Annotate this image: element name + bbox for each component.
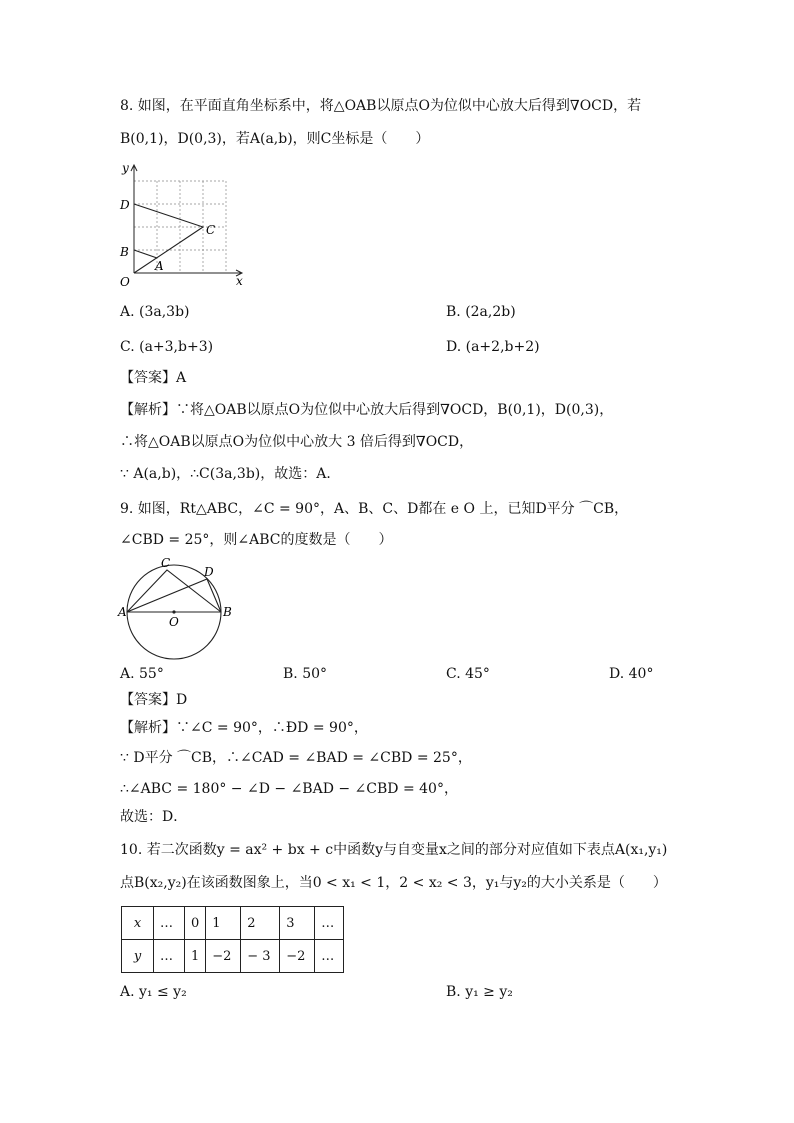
q8-label-c: C bbox=[206, 223, 216, 237]
table-cell: 1 bbox=[185, 940, 206, 973]
q8-analysis-3: ∵ A(a,b)，∴C(3a,3b)，故选：A． bbox=[120, 466, 341, 482]
q9-answer: 【答案】D bbox=[120, 692, 188, 708]
table-cell: −2 bbox=[280, 940, 315, 973]
q10-stem-line2: 点B(x₂,y₂)在该函数图象上，当0 < x₁ < 1，2 < x₂ < 3，y₁与y₂的大小关系是（ ） bbox=[120, 875, 667, 891]
q8-axes bbox=[131, 165, 242, 276]
q9-label-a: A bbox=[118, 605, 127, 619]
q10-option-a: A. y₁ ≤ y₂ bbox=[120, 984, 187, 1000]
q9-stem-line1: 9. 如图，Rt△ABC，∠C = 90°，A、B、C、D都在 e O 上，已知D平分 ⌒CB， bbox=[120, 501, 629, 517]
q8-option-b: B. (2a,2b) bbox=[446, 304, 516, 320]
table-cell: 3 bbox=[280, 907, 315, 940]
table-cell: y bbox=[122, 940, 154, 973]
q9-option-b: B. 50° bbox=[283, 666, 328, 682]
q9-analysis-1: 【解析】∵∠C = 90°，∴ÐD = 90°， bbox=[120, 720, 368, 736]
q8-label-b: B bbox=[120, 245, 129, 259]
q9-label-c: C bbox=[161, 556, 171, 570]
q9-center-point bbox=[172, 610, 175, 613]
table-cell: … bbox=[315, 907, 344, 940]
q8-label-a: A bbox=[155, 259, 164, 273]
q9-analysis-2: ∵ D平分 ⌒CB，∴∠CAD = ∠BAD = ∠CBD = 25°， bbox=[120, 750, 472, 766]
table-cell: … bbox=[154, 907, 185, 940]
q8-stem-line1: 8. 如图，在平面直角坐标系中，将△OAB以原点O为位似中心放大后得到∇OCD，若 bbox=[120, 98, 642, 114]
q8-option-a: A. (3a,3b) bbox=[120, 304, 190, 320]
table-cell: −2 bbox=[206, 940, 241, 973]
q9-option-a: A. 55° bbox=[120, 666, 164, 682]
q9-triangle-adb bbox=[127, 579, 221, 612]
q8-answer: 【答案】A bbox=[120, 370, 187, 386]
table-cell: 2 bbox=[241, 907, 280, 940]
q10-stem-line1: 10. 若二次函数y = ax² + bx + c中函数y与自变量x之间的部分对应值如下表点A(x₁,y₁) bbox=[120, 842, 668, 858]
table-cell: 1 bbox=[206, 907, 241, 940]
table-cell: 0 bbox=[185, 907, 206, 940]
q10-value-table bbox=[121, 906, 344, 973]
table-cell: − 3 bbox=[241, 940, 280, 973]
q9-analysis-4: 故选：D． bbox=[120, 809, 188, 825]
q10-option-b: B. y₁ ≥ y₂ bbox=[446, 984, 513, 1000]
q8-stem-line2: B(0,1)，D(0,3)，若A(a,b)，则C坐标是（ ） bbox=[120, 131, 430, 147]
q8-triangles bbox=[134, 204, 203, 273]
q9-label-b: B bbox=[223, 605, 232, 619]
q9-stem-line2: ∠CBD = 25°，则∠ABC的度数是（ ） bbox=[120, 532, 393, 548]
q8-coordinate-figure bbox=[112, 160, 252, 290]
q8-label-d: D bbox=[120, 198, 130, 212]
q9-option-d: D. 40° bbox=[609, 666, 654, 682]
table-cell: … bbox=[154, 940, 185, 973]
table-cell: … bbox=[315, 940, 344, 973]
q9-circle-figure bbox=[116, 556, 236, 666]
q8-analysis-1: 【解析】∵将△OAB以原点O为位似中心放大后得到∇OCD，B(0,1)，D(0,3)， bbox=[120, 402, 614, 418]
q8-analysis-2: ∴将△OAB以原点O为位似中心放大 3 倍后得到∇OCD， bbox=[120, 434, 474, 450]
q8-option-d: D. (a+2,b+2) bbox=[446, 339, 540, 355]
table-row bbox=[122, 940, 344, 973]
q9-analysis-3: ∴∠ABC = 180° − ∠D − ∠BAD − ∠CBD = 40°， bbox=[120, 781, 458, 797]
q8-label-x: x bbox=[236, 274, 243, 288]
q8-label-y: y bbox=[122, 161, 129, 175]
q9-label-o: O bbox=[169, 615, 179, 629]
q9-option-c: C. 45° bbox=[446, 666, 490, 682]
q9-label-d: D bbox=[204, 565, 214, 579]
table-cell: x bbox=[122, 907, 154, 940]
q8-option-c: C. (a+3,b+3) bbox=[120, 339, 214, 355]
table-row bbox=[122, 907, 344, 940]
q8-label-o: O bbox=[120, 275, 130, 289]
